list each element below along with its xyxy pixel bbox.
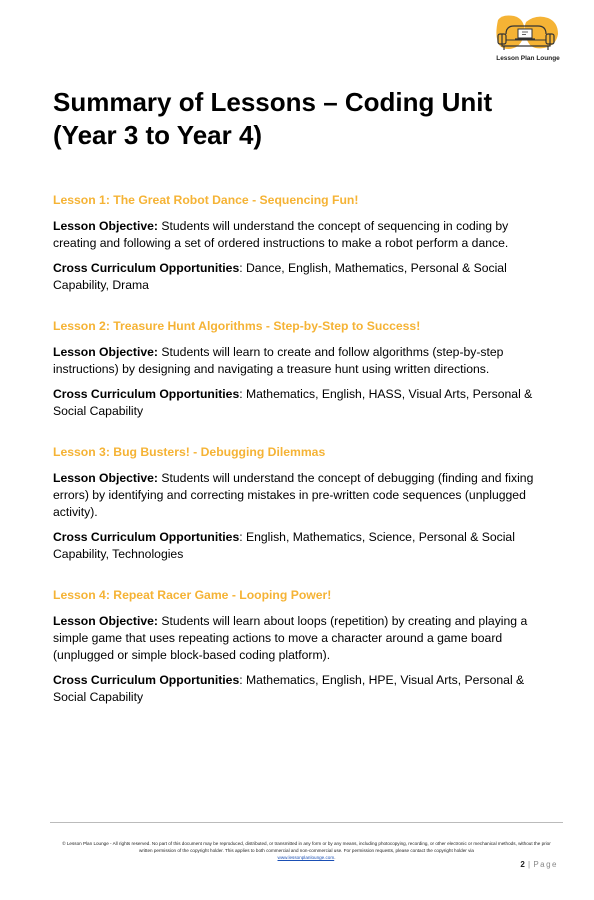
- cross-text: : Mathematics, English, HPE, Visual Arts, Personal & Social Capability: [53, 673, 525, 704]
- cross-text: : English, Mathematics, Science, Personal & Social Capability, Technologies: [53, 530, 515, 561]
- lesson-objective: [53, 344, 543, 378]
- lesson-heading: Lesson 4: Repeat Racer Game - Looping Power!: [53, 588, 332, 602]
- objective-text: Students will understand the concept of sequencing in coding by creating and following a set of ordered instructions to make a robot perform a dance.: [53, 219, 509, 250]
- lesson-heading: Lesson 1: The Great Robot Dance - Sequencing Fun!: [53, 193, 359, 207]
- copyright-text: © Lesson Plan Lounge - All rights reserved. No part of this document may be reproduced, distributed, or transmitted in any form or by any means, including photocopying, recording, or other electronic or mechanical methods, without the prior written permission of the copyright holder. This applies to both commercial and non-commercial use. For permission requests, please contact the copyright holder via: [62, 841, 551, 853]
- cross-curriculum: [53, 529, 543, 563]
- lesson-objective: [53, 613, 543, 664]
- lesson-2: [53, 318, 543, 420]
- cross-curriculum: [53, 260, 543, 294]
- page-separator: |: [525, 860, 534, 869]
- cross-curriculum: [53, 672, 543, 706]
- page-title: Summary of Lessons – Coding Unit (Year 3 to Year 4): [53, 87, 493, 150]
- cross-label: Cross Curriculum Opportunities: [53, 387, 240, 401]
- cross-label: Cross Curriculum Opportunities: [53, 530, 240, 544]
- footer-copyright: [55, 840, 558, 861]
- objective-text: Students will understand the concept of debugging (finding and fixing errors) by identifying and correcting mistakes in pre-written code sequences (unplugged activity).: [53, 471, 534, 519]
- cross-label: Cross Curriculum Opportunities: [53, 261, 240, 275]
- website-link[interactable]: www.lessonplanlounge.com: [277, 855, 335, 860]
- cross-curriculum: [53, 386, 543, 420]
- sofa-with-laptop-icon: [492, 12, 564, 56]
- logo-text: Lesson Plan Lounge: [496, 55, 560, 62]
- page-number-value: 2: [520, 860, 526, 869]
- objective-text: Students will learn to create and follow algorithms (step-by-step instructions) by designing and navigating a treasure hunt using written directions.: [53, 345, 504, 376]
- lesson-heading: Lesson 2: Treasure Hunt Algorithms - Step-by-Step to Success!: [53, 319, 421, 333]
- link-suffix: .: [334, 855, 336, 860]
- objective-text: Students will learn about loops (repetition) by creating and playing a simple game that uses repeating actions to move a character around a game board (unplugged or simple block-based coding platform).: [53, 614, 528, 662]
- footer-divider: [50, 822, 563, 823]
- objective-label: Lesson Objective:: [53, 345, 158, 359]
- cross-label: Cross Curriculum Opportunities: [53, 673, 240, 687]
- objective-label: Lesson Objective:: [53, 219, 158, 233]
- lesson-objective: [53, 470, 543, 521]
- lesson-heading: Lesson 3: Bug Busters! - Debugging Dilemmas: [53, 445, 326, 459]
- cross-text: : Mathematics, English, HASS, Visual Arts, Personal & Social Capability: [53, 387, 533, 418]
- objective-label: Lesson Objective:: [53, 614, 158, 628]
- objective-label: Lesson Objective:: [53, 471, 158, 485]
- lesson-objective: [53, 218, 543, 252]
- lesson-3: [53, 444, 543, 563]
- page-number: [520, 860, 558, 869]
- lesson-1: [53, 192, 543, 294]
- cross-text: : Dance, English, Mathematics, Personal & Social Capability, Drama: [53, 261, 507, 292]
- logo: [492, 12, 564, 68]
- page-word: Page: [533, 860, 558, 869]
- lesson-4: [53, 587, 543, 706]
- lessons-list: [53, 192, 543, 730]
